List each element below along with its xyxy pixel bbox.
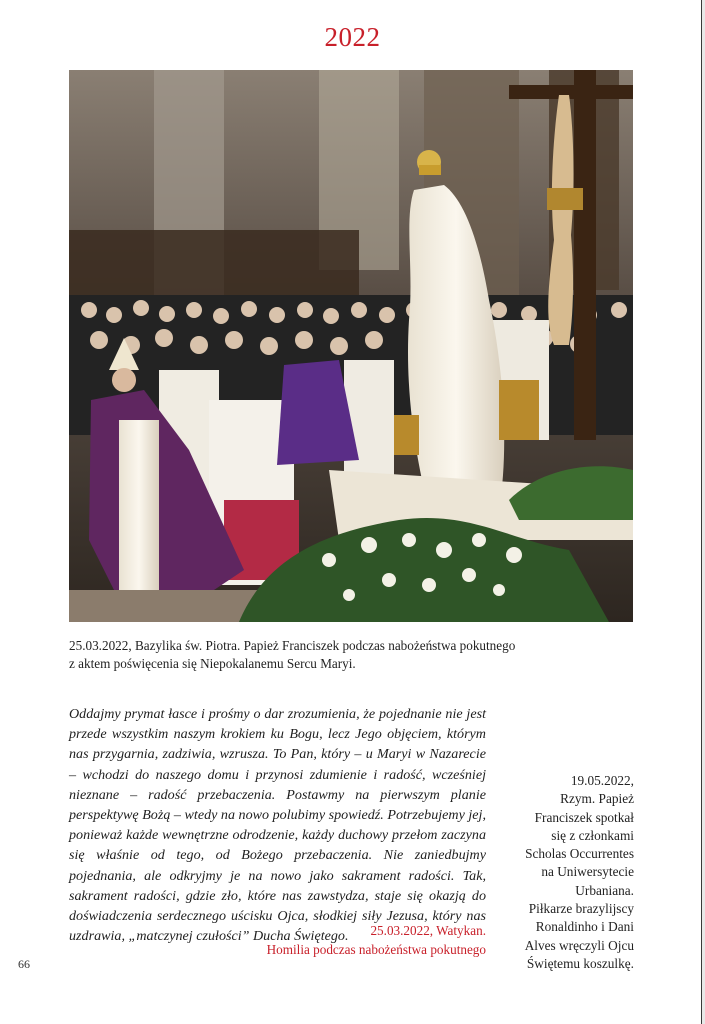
side-note-line: Alves wręczyli Ojcu	[524, 937, 634, 953]
caption-line: z aktem poświęcenia się Niepokalanemu Sercu Maryi.	[69, 656, 356, 671]
year-heading: 2022	[324, 22, 381, 52]
side-note-line: Scholas Occurrentes	[525, 846, 634, 862]
side-note-line: Świętemu koszulkę.	[526, 955, 634, 971]
page-number: 66	[18, 957, 30, 971]
homily-quote: Oddajmy prymat łasce i prośmy o dar zrozumienia, że pojednanie nie jest przede wszystkim naszym krokiem ku Bogu, lecz Jego objęciem, którym nas przygarnia, zadziwia, wzrusza. To Pan, który – u Maryi w Nazarecie – wchodzi do naszego domu i przynosi zdumienie i radość, wcześniej nieznane – radość przebaczenia. Postawmy na pierwszym planie perspektywę Bożą – wtedy na nowo polubimy spowiedź. Potrzebujemy jej, ponieważ każde wewnętrzne odrodzenie, każdy duchowy przełom zaczyna się właśnie od tego, od Bożego przebaczenia. Nie zaniedbujmy pojednania, ale odkryjmy je na nowo jako sakrament radości. Tak, sakrament radości, gdzie zło, które nas zawstydza, staje się okazją do doświadczenia serdecznego uścisku Ojca, słodkiej siły Jezusa, który nas uzdrawia, „matczynej czułości” Ducha Świętego.	[69, 706, 486, 945]
ceremony-photo-icon	[69, 70, 633, 622]
side-note-line: 19.05.2022,	[570, 773, 634, 788]
photo-caption	[69, 637, 633, 673]
side-note-line: Urbaniana.	[575, 882, 634, 898]
ceremony-photo	[69, 70, 633, 622]
side-note-line: na Uniwersytecie	[541, 864, 634, 880]
side-note-line: Franciszek spotkał	[534, 809, 634, 825]
caption-line: 25.03.2022, Bazylika św. Piotra. Papież Franciszek podczas nabożeństwa pokutnego	[69, 638, 516, 653]
side-note	[512, 772, 634, 973]
side-note-line: się z członkami	[551, 827, 634, 843]
quote-source-title: Homilia podczas nabożeństwa pokutnego	[266, 942, 486, 957]
side-note-line: Piłkarze brazylijscy	[528, 901, 634, 917]
page-edge	[699, 0, 705, 1024]
side-note-line: Ronaldinho i Dani	[535, 919, 634, 935]
quote-source	[200, 921, 486, 959]
side-note-line: Rzym. Papież	[560, 791, 634, 807]
quote-source-date: 25.03.2022, Watykan.	[370, 923, 486, 938]
